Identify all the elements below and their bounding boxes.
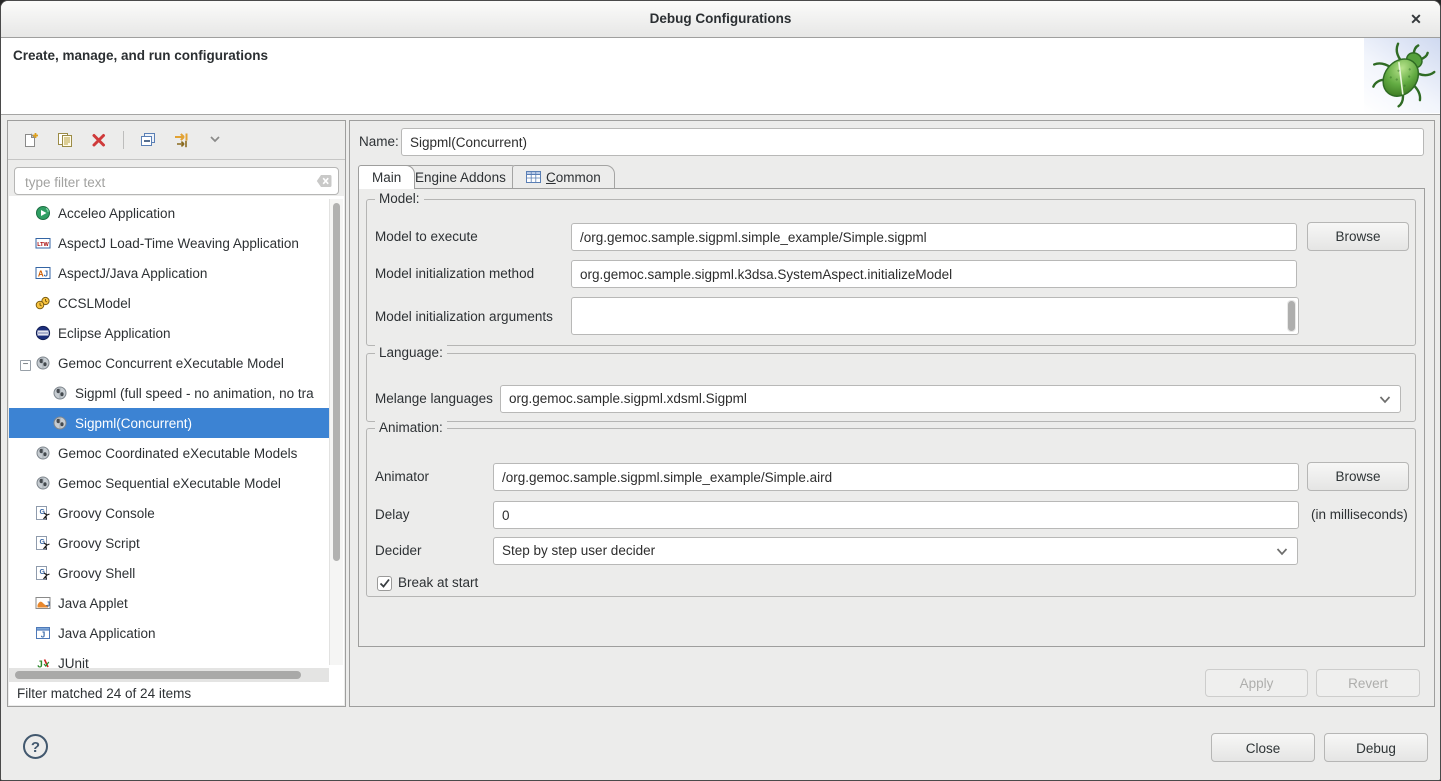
acceleo-icon xyxy=(35,205,51,221)
model-to-execute-input[interactable] xyxy=(571,223,1297,251)
tree-item-label: Java Application xyxy=(58,625,156,641)
gemoc-icon xyxy=(35,445,51,461)
chevron-down-icon xyxy=(208,132,224,148)
svg-text:G: G xyxy=(39,569,45,576)
svg-text:G: G xyxy=(39,509,45,516)
melange-languages-select[interactable] xyxy=(500,385,1401,413)
tree-expander-minus-icon[interactable]: − xyxy=(9,355,31,371)
gemoc-icon xyxy=(35,475,51,491)
new-config-icon xyxy=(23,132,39,148)
ccsl-icon xyxy=(35,295,51,311)
decider-label: Decider xyxy=(375,543,422,558)
tree-item-label: Acceleo Application xyxy=(58,205,176,221)
clear-filter-icon[interactable] xyxy=(316,174,332,188)
tree-item[interactable] xyxy=(9,288,331,318)
tree-item[interactable] xyxy=(9,408,331,438)
filter-launch-configurations-button[interactable] xyxy=(169,127,195,153)
tree-item[interactable] xyxy=(9,228,331,258)
tree-vertical-scrollbar[interactable] xyxy=(329,199,343,665)
groovy-icon xyxy=(35,535,51,551)
filter-box xyxy=(14,167,339,195)
model-group xyxy=(366,191,1416,346)
delay-label: Delay xyxy=(375,507,410,522)
tree-item[interactable] xyxy=(9,378,331,408)
java-applet-icon xyxy=(35,595,51,611)
animator-label: Animator xyxy=(375,469,430,484)
junit-icon xyxy=(35,655,51,668)
svg-text:J: J xyxy=(37,659,43,668)
toolbar-menu-button[interactable] xyxy=(203,127,229,153)
tree-horizontal-scrollbar[interactable] xyxy=(9,668,329,682)
break-at-start-label: Break at start xyxy=(398,575,479,590)
tree-item-label: Gemoc Concurrent eXecutable Model xyxy=(58,355,284,371)
filter-match-status: Filter matched 24 of 24 items xyxy=(10,683,343,705)
delay-input[interactable] xyxy=(493,501,1299,529)
animation-group xyxy=(366,420,1416,597)
main-tab-content xyxy=(358,188,1425,647)
tree-item-label: JUnit xyxy=(58,655,89,668)
tree-vertical-scrollbar-thumb[interactable] xyxy=(333,203,340,561)
apply-button[interactable]: Apply xyxy=(1205,669,1308,697)
tree-item[interactable] xyxy=(9,348,331,378)
chevron-down-icon xyxy=(1276,548,1288,556)
collapse-all-icon xyxy=(140,132,156,148)
tree-horizontal-scrollbar-thumb[interactable] xyxy=(15,671,301,679)
tree-item-label: CCSLModel xyxy=(58,295,131,311)
delete-configuration-button[interactable] xyxy=(86,127,112,153)
delay-units-label: (in milliseconds) xyxy=(1311,507,1408,522)
debug-button[interactable]: Debug xyxy=(1324,733,1428,762)
model-init-method-label: Model initialization method xyxy=(375,266,535,281)
animator-input[interactable] xyxy=(493,463,1299,491)
tab-engine-addons[interactable]: Engine Addons xyxy=(401,165,520,188)
svg-text:LTW: LTW xyxy=(37,242,49,248)
duplicate-configuration-button[interactable] xyxy=(52,127,78,153)
model-to-execute-label: Model to execute xyxy=(375,229,478,244)
collapse-all-button[interactable] xyxy=(135,127,161,153)
tree-item-label: Sigpml(Concurrent) xyxy=(75,415,193,431)
language-group-title: Language: xyxy=(375,345,447,361)
model-init-arguments-label: Model initialization arguments xyxy=(375,309,553,324)
filter-icon xyxy=(174,132,190,148)
tree-item[interactable] xyxy=(9,618,331,648)
tree-item-label: Sigpml (full speed - no animation, no tra xyxy=(75,385,314,401)
configurations-sidebar xyxy=(7,120,346,707)
chevron-down-icon xyxy=(1379,396,1391,404)
gemoc-icon xyxy=(52,385,68,401)
help-button[interactable]: ? xyxy=(23,734,48,759)
tree-item-label: Groovy Shell xyxy=(58,565,136,581)
table-icon xyxy=(526,170,541,184)
tab-common[interactable] xyxy=(512,165,615,188)
window-close-icon[interactable]: ✕ xyxy=(1410,11,1422,27)
melange-languages-label: Melange languages xyxy=(375,391,493,406)
tree-item[interactable] xyxy=(9,558,331,588)
tree-item-label: Groovy Console xyxy=(58,505,155,521)
tree-item[interactable] xyxy=(9,528,331,558)
language-group xyxy=(366,345,1416,422)
tree-item[interactable] xyxy=(9,588,331,618)
dialog-header-subtitle: Create, manage, and run configurations xyxy=(13,48,269,63)
decider-value: Step by step user decider xyxy=(502,543,656,558)
tree-item-label: Groovy Script xyxy=(58,535,140,551)
delete-icon xyxy=(91,132,107,148)
model-browse-button[interactable]: Browse xyxy=(1307,222,1409,251)
model-init-method-input[interactable] xyxy=(571,260,1297,288)
decider-select[interactable] xyxy=(493,537,1298,565)
name-label: Name: xyxy=(359,134,399,149)
model-init-arguments-input[interactable] xyxy=(571,297,1299,335)
melange-languages-value: org.gemoc.sample.sigpml.xdsml.Sigpml xyxy=(509,391,747,406)
gemoc-icon xyxy=(52,415,68,431)
aspectj-java-icon xyxy=(35,265,51,281)
aspectj-ltw-icon xyxy=(35,235,51,251)
model-group-title: Model: xyxy=(375,191,424,207)
tree-item-label: Gemoc Coordinated eXecutable Models xyxy=(58,445,298,461)
java-app-icon xyxy=(35,625,51,641)
arguments-scrollbar-thumb[interactable] xyxy=(1288,301,1295,331)
tree-item[interactable] xyxy=(9,258,331,288)
revert-button[interactable]: Revert xyxy=(1316,669,1420,697)
name-input[interactable] xyxy=(401,128,1424,156)
break-at-start-checkbox[interactable] xyxy=(377,576,392,591)
debug-bug-icon xyxy=(1364,38,1440,113)
arguments-scrollbar[interactable] xyxy=(1287,300,1296,332)
tree-item[interactable] xyxy=(9,438,331,468)
tree-item[interactable] xyxy=(9,498,331,528)
tree-item-label: Eclipse Application xyxy=(58,325,171,341)
tree-item[interactable] xyxy=(9,198,331,228)
tree-item[interactable] xyxy=(9,648,331,668)
title-bar[interactable] xyxy=(1,1,1440,38)
animation-group-title: Animation: xyxy=(375,420,447,436)
groovy-icon xyxy=(35,505,51,521)
tab-common-label: Common xyxy=(546,169,601,185)
configuration-detail-panel xyxy=(349,120,1435,707)
tree-item[interactable] xyxy=(9,468,331,498)
configuration-tree-rows xyxy=(9,198,331,668)
new-launch-configuration-button[interactable] xyxy=(18,127,44,153)
tree-item-label: Gemoc Sequential eXecutable Model xyxy=(58,475,281,491)
animator-browse-button[interactable]: Browse xyxy=(1307,462,1409,491)
filter-input[interactable] xyxy=(23,169,310,195)
svg-text:G: G xyxy=(39,539,45,546)
close-button[interactable]: Close xyxy=(1211,733,1315,762)
dialog-header xyxy=(1,38,1440,115)
svg-text:J: J xyxy=(46,599,51,609)
svg-text:AJ: AJ xyxy=(37,269,49,279)
toolbar-separator xyxy=(123,131,124,149)
tab-main[interactable]: Main xyxy=(358,165,415,189)
gemoc-icon xyxy=(35,355,51,371)
svg-text:J: J xyxy=(40,630,46,640)
tree-item[interactable] xyxy=(9,318,331,348)
window-title: Debug Configurations xyxy=(649,11,792,26)
sidebar-toolbar xyxy=(8,121,345,160)
tree-item-label: AspectJ Load-Time Weaving Application xyxy=(58,235,299,251)
groovy-icon xyxy=(35,565,51,581)
tree-item-label: Java Applet xyxy=(58,595,128,611)
tree-item-label: AspectJ/Java Application xyxy=(58,265,208,281)
eclipse-icon xyxy=(35,325,51,341)
duplicate-icon xyxy=(57,132,73,148)
